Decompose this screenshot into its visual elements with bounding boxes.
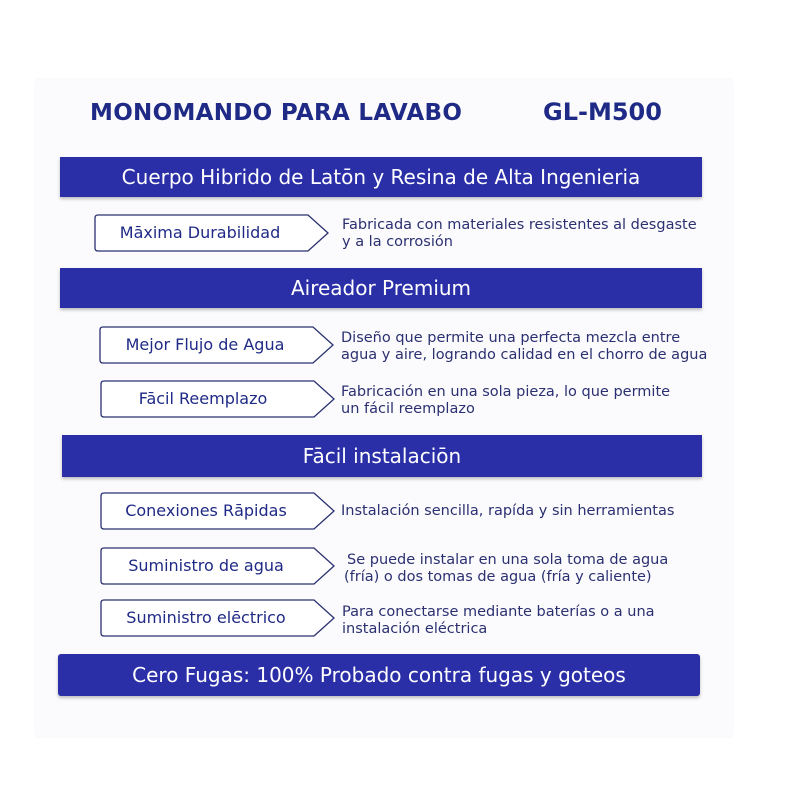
feature-description xyxy=(342,604,655,638)
feature-label: Māxima Durabilidad xyxy=(119,222,281,242)
model-number: GL-M500 xyxy=(543,98,662,126)
feature-description-line: agua y aire, logrando calidad en el chorro de agua xyxy=(341,347,708,363)
feature-description-line: Fabricación en una sola pieza, lo que permite xyxy=(341,384,671,400)
feature-description xyxy=(341,330,707,364)
product-title: MONOMANDO PARA LAVABO xyxy=(90,100,463,126)
feature-label: Suministro de agua xyxy=(128,555,284,575)
feature-description xyxy=(342,217,697,251)
feature-label: Mejor Flujo de Agua xyxy=(125,334,285,354)
feature-description-line: instalación eléctrica xyxy=(342,621,488,637)
section-heading-installation: Fācil instalaciōn xyxy=(62,435,702,477)
zero-leaks-banner: Cero Fugas: 100% Probado contra fugas y goteos xyxy=(58,654,700,696)
feature-description xyxy=(341,503,674,520)
section-heading-aerator: Aireador Premium xyxy=(60,268,702,308)
feature-description-line: Para conectarse mediante baterías o a una xyxy=(342,604,655,620)
feature-description-line: Fabricada con materiales resistentes al desgaste xyxy=(342,217,697,233)
feature-description-line: (fría) o dos tomas de agua (fría y caliente) xyxy=(344,569,652,585)
feature-label: Suministro elēctrico xyxy=(126,607,286,627)
section-heading-body: Cuerpo Hibrido de Latōn y Resina de Alta Ingenieria xyxy=(60,157,702,197)
feature-label: Fācil Reemplazo xyxy=(138,388,268,408)
feature-description xyxy=(341,384,670,418)
feature-label: Conexiones Rāpidas xyxy=(125,500,287,520)
feature-description-line: Diseño que permite una perfecta mezcla entre xyxy=(341,330,681,346)
feature-description xyxy=(344,552,668,586)
feature-description-line: un fácil reemplazo xyxy=(341,401,475,417)
feature-description-line: Instalación sencilla, rapída y sin herramientas xyxy=(341,503,675,519)
header xyxy=(0,100,800,136)
feature-description-line: Se puede instalar en una sola toma de agua xyxy=(347,552,669,568)
feature-description-line: y a la corrosión xyxy=(342,234,453,250)
